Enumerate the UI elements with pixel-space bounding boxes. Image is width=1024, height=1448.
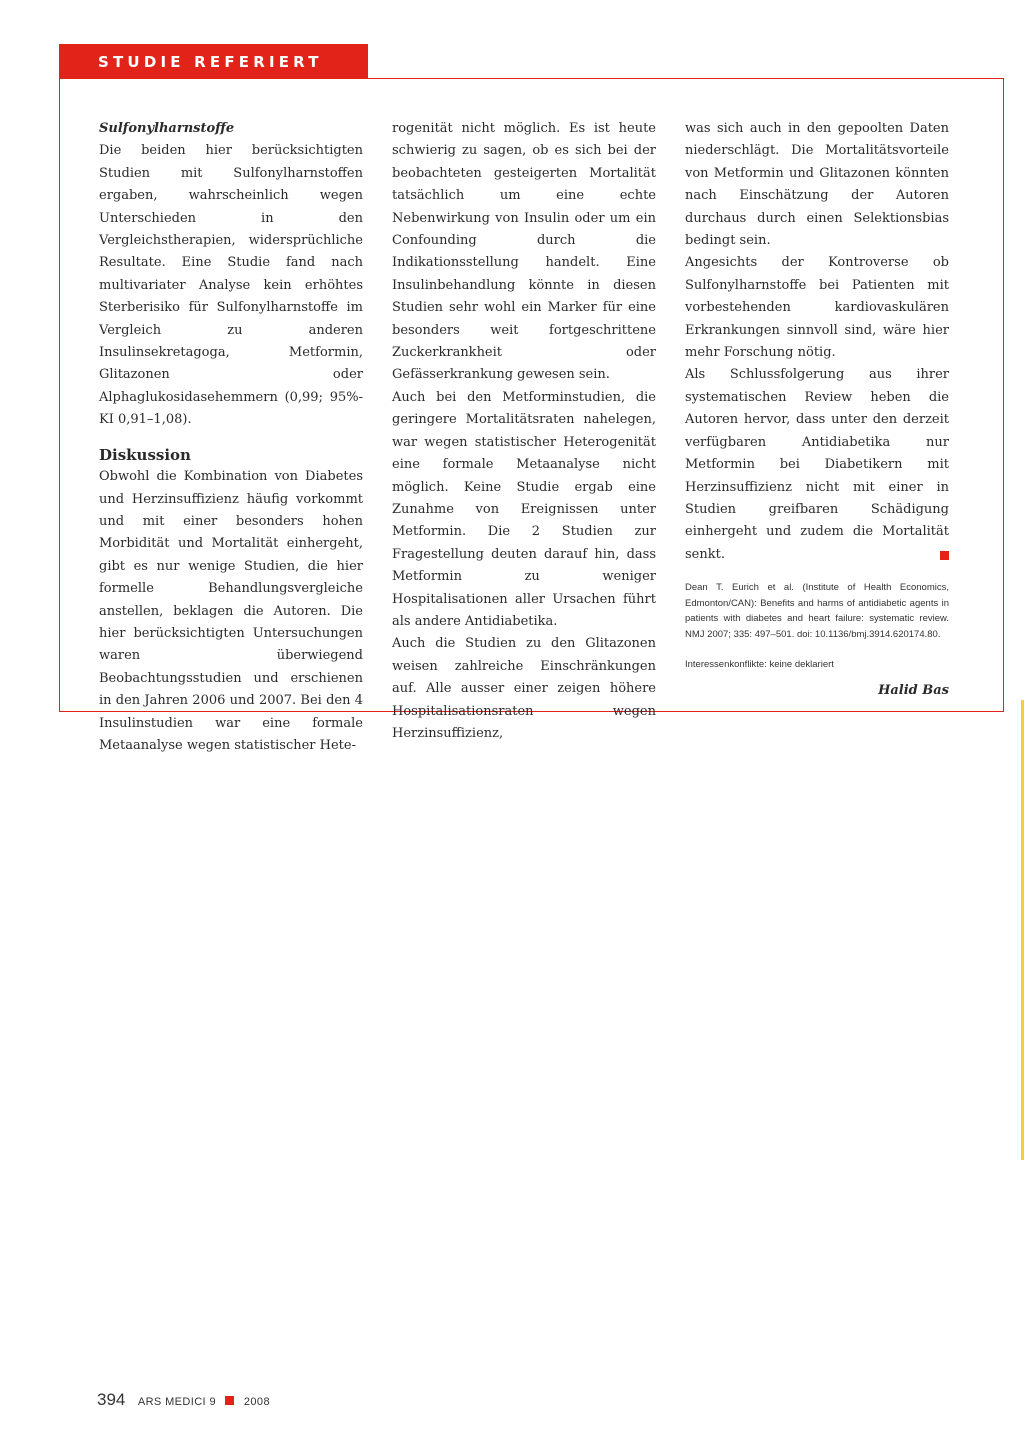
heading-diskussion: Diskussion bbox=[99, 445, 191, 464]
section-header-label: STUDIE REFERIERT bbox=[98, 53, 323, 71]
conflict-of-interest-note: Interessenkonflikte: keine deklariert bbox=[685, 658, 834, 670]
page-footer bbox=[97, 1390, 270, 1410]
section-header-tab bbox=[59, 44, 368, 79]
text-column-3 bbox=[685, 118, 949, 703]
conclusion-text: Als Schlussfolgerung aus ihrer systematischen Review heben die Autoren hervor, dass unter den derzeit verfügbaren Antidiabetika nur Metformin bei Diabetikern mit Herzinsuffizienz nicht mit einer in Studien greifbaren Schädigung einhergeht und zudem die Mortalität senkt. bbox=[685, 367, 949, 562]
footer-square-icon bbox=[225, 1396, 234, 1405]
subheading-sulfonylharnstoffe: Sulfonylharnstoffe bbox=[99, 121, 235, 136]
text-column-1 bbox=[99, 118, 363, 757]
text-column-2 bbox=[392, 118, 656, 745]
paragraph: Obwohl die Kombination von Diabetes und Herzinsuffizienz häufig vorkommt und mit einer besonders hohen Morbidität und Mortalität einhergeht, gibt es nur wenige Studien, die hier formelle Behandlungsvergleiche anstellen, beklagen die Autoren. Die hier berücksichtigten Untersuchungen waren überwiegend Beobachtungsstudien und erschienen in den Jahren 2006 und 2007. Bei den 4 Insulinstudien war eine formale Metaanalyse wegen statistischer Hete- bbox=[99, 469, 363, 753]
journal-year: 2008 bbox=[243, 1396, 270, 1408]
citation: Dean T. Eurich et al. (Institute of Health Economics, Edmonton/CAN): Benefits and harms of antidiabetic agents in patients with diabetes and heart failure: systematic review. NMJ 2007; 335: 497–501. doi: 10.1136/bmj.3914.620174.80. bbox=[685, 582, 949, 640]
paragraph: Angesichts der Kontroverse ob Sulfonylharnstoffe bei Patienten mit vorbestehenden kardiovaskulären Erkrankungen sinnvoll sind, wäre hier mehr Forschung nötig. bbox=[685, 255, 949, 361]
paragraph: Die beiden hier berücksichtigten Studien mit Sulfonylharnstoffen ergaben, wahrscheinlich wegen Unterschieden in den Vergleichstherapien, widersprüchliche Resultate. Eine Studie fand nach multivariater Analyse kein erhöhtes Sterberisiko für Sulfonylharnstoffe im Vergleich zu anderen Insulinsekretagoga, Metformin, Glitazonen oder Alphaglukosidasehemmern (0,99; 95%-KI 0,91–1,08). bbox=[99, 143, 363, 428]
paragraph: Auch die Studien zu den Glitazonen weisen zahlreiche Einschränkungen auf. Alle ausser einer zeigen höhere Hospitalisationsraten wegen Herzinsuffizienz, bbox=[392, 636, 656, 741]
page-number: 394 bbox=[97, 1390, 126, 1409]
end-of-article-square-icon bbox=[940, 551, 949, 560]
author-name: Halid Bas bbox=[878, 683, 949, 699]
paragraph-conclusion bbox=[685, 364, 949, 566]
journal-name: ARS MEDICI 9 bbox=[137, 1396, 216, 1408]
paragraph: was sich auch in den gepoolten Daten niederschlägt. Die Mortalitätsvorteile von Metformin und Glitazonen könnten nach Einschätzung der Autoren durchaus durch einen Selektionsbias bedingt sein. bbox=[685, 121, 949, 249]
paragraph: rogenität nicht möglich. Es ist heute schwierig zu sagen, ob es sich bei der beobachteten gesteigerten Mortalität tatsächlich um eine echte Nebenwirkung von Insulin oder um ein Confounding durch die Indikationsstellung handelt. Eine Insulinbehandlung könnte in diesen Studien sehr wohl ein Marker für eine besonders weit fortgeschrittene Zuckerkrankheit oder Gefässerkrankung gewesen sein. bbox=[392, 121, 656, 383]
paragraph: Auch bei den Metforminstudien, die geringere Mortalitätsraten nahelegen, war wegen statistischer Heterogenität eine formale Metaanalyse nicht möglich. Keine Studie ergab eine Zunahme von Ereignissen unter Metformin. Die 2 Studien zur Fragestellung deuten darauf hin, dass Metformin zu weniger Hospitalisationen aller Ursachen führt als andere Antidiabetika. bbox=[392, 389, 656, 629]
